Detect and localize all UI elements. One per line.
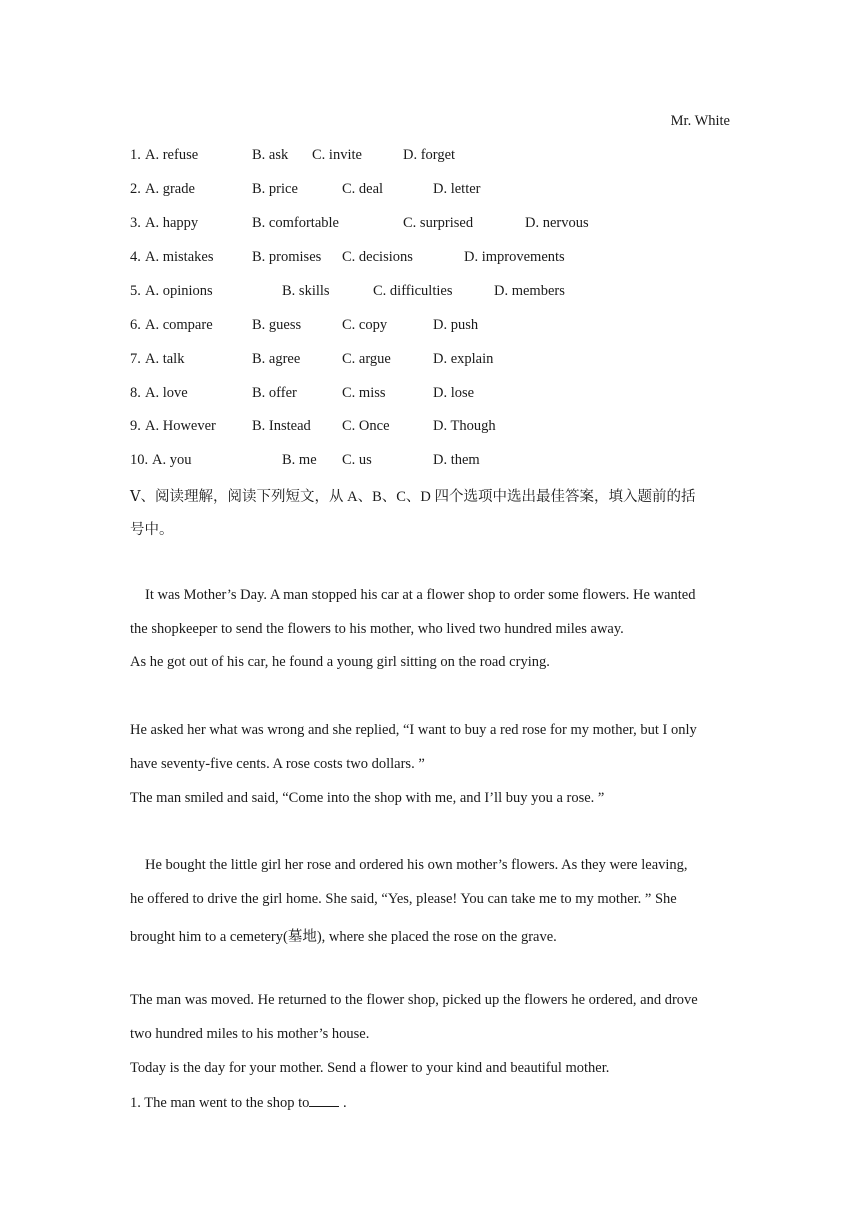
option-c: C. us (342, 452, 372, 468)
question-number: 4. (130, 249, 141, 265)
option-a: A. love (145, 385, 188, 401)
passage-line: It was Mother’s Day. A man stopped his car at a flower shop to order some flowers. He wanted (145, 587, 696, 603)
option-c: C. copy (342, 317, 388, 333)
option-d: D. Though (433, 418, 496, 434)
option-a: A. However (145, 418, 216, 434)
passage-line: He bought the little girl her rose and ordered his own mother’s flowers. As they were leaving, (145, 857, 688, 873)
option-c: C. Once (342, 418, 390, 434)
option-b: B. me (282, 452, 317, 468)
option-b: B. guess (252, 317, 302, 333)
question-number: 9. (130, 418, 141, 434)
question-number: 2. (130, 181, 141, 197)
passage-line: The man was moved. He returned to the flower shop, picked up the flowers he ordered, and drove (130, 992, 698, 1008)
question-number: 8. (130, 385, 141, 401)
option-d: D. letter (433, 181, 481, 197)
passage-line: he offered to drive the girl home. She said, “Yes, please! You can take me to my mother. ” She (130, 891, 677, 907)
question-number: 6. (130, 317, 141, 333)
option-d: D. them (433, 452, 480, 468)
passage-line: He asked her what was wrong and she replied, “I want to buy a red rose for my mother, but I only (130, 722, 697, 738)
question-text: 1. The man went to the shop to (130, 1095, 310, 1111)
option-c: C. invite (312, 147, 362, 163)
option-a: A. mistakes (145, 249, 214, 265)
option-b: B. promises (252, 249, 322, 265)
option-a: A. happy (145, 215, 199, 231)
option-c: C. miss (342, 385, 386, 401)
question-suffix: . (339, 1095, 347, 1111)
option-a: A. refuse (145, 147, 199, 163)
passage-line: Today is the day for your mother. Send a flower to your kind and beautiful mother. (130, 1060, 610, 1076)
answer-blank (309, 1094, 339, 1107)
question-number: 7. (130, 351, 141, 367)
question-number: 3. (130, 215, 141, 231)
author-signature: Mr. White (670, 113, 730, 129)
option-d: D. improvements (464, 249, 565, 265)
option-a: A. you (152, 452, 192, 468)
option-c: C. deal (342, 181, 384, 197)
option-b: B. ask (252, 147, 289, 163)
option-c: C. surprised (403, 215, 474, 231)
option-c: C. difficulties (373, 283, 453, 299)
option-a: A. compare (145, 317, 213, 333)
option-a: A. talk (145, 351, 185, 367)
option-d: D. members (494, 283, 565, 299)
passage-line: brought him to a cemetery(墓地), where she placed the rose on the grave. (130, 929, 557, 945)
section-heading-cont: 号中。 (130, 522, 174, 538)
option-d: D. forget (403, 147, 456, 163)
option-d: D. explain (433, 351, 494, 367)
option-b: B. price (252, 181, 298, 197)
option-d: D. nervous (525, 215, 589, 231)
section-heading: Ⅴ、阅读理解，阅读下列短文，从 A、B、C、D 四个选项中选出最佳答案，填入题前的括 (130, 489, 696, 505)
option-d: D. lose (433, 385, 475, 401)
passage-line: have seventy-five cents. A rose costs two dollars. ” (130, 756, 425, 772)
option-c: C. argue (342, 351, 391, 367)
option-b: B. skills (282, 283, 330, 299)
option-b: B. agree (252, 351, 301, 367)
option-a: A. grade (145, 181, 195, 197)
question-number: 1. (130, 147, 141, 163)
comprehension-question (130, 1094, 347, 1112)
passage-line: As he got out of his car, he found a young girl sitting on the road crying. (130, 654, 550, 670)
option-d: D. push (433, 317, 479, 333)
option-b: B. Instead (252, 418, 311, 434)
option-c: C. decisions (342, 249, 413, 265)
question-number: 10. (130, 452, 149, 468)
passage-line: two hundred miles to his mother’s house. (130, 1026, 370, 1042)
passage-line: The man smiled and said, “Come into the shop with me, and I’ll buy you a rose. ” (130, 790, 605, 806)
option-b: B. offer (252, 385, 297, 401)
option-b: B. comfortable (252, 215, 339, 231)
question-number: 5. (130, 283, 141, 299)
option-a: A. opinions (145, 283, 213, 299)
passage-line: the shopkeeper to send the flowers to his mother, who lived two hundred miles away. (130, 621, 624, 637)
